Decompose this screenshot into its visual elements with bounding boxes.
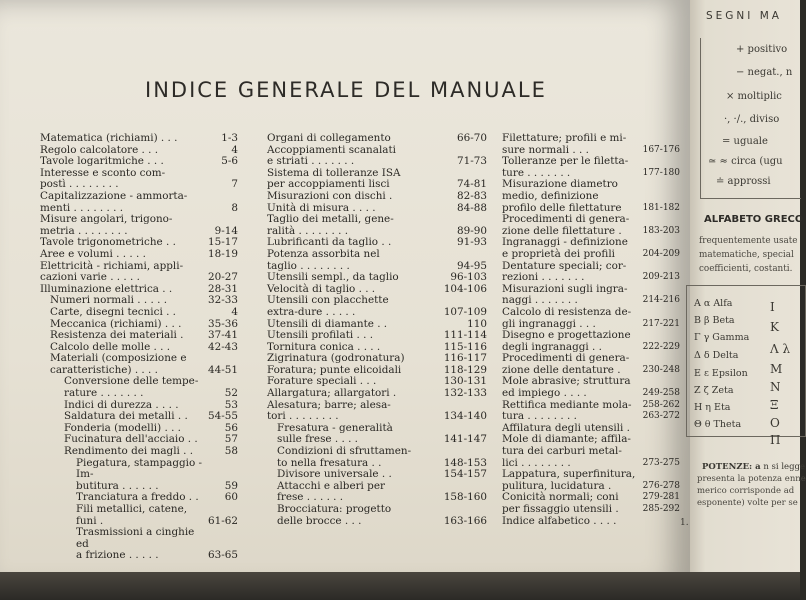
entry-title: Conversione delle tempe- rature . . . . . . . <box>64 375 199 400</box>
symbol-line: ·, ·/., diviso <box>724 114 780 125</box>
greek-letter: Ε ε Epsilon <box>694 368 748 379</box>
index-entry <box>502 353 680 376</box>
entry-pages: 222-229 <box>642 341 680 352</box>
entry-title: Utensili con placchette extra-dure . . . . . <box>267 294 389 318</box>
entry-pages: 204-209 <box>642 248 680 259</box>
entry-title: Indici di durezza . . . . <box>64 398 179 411</box>
entry-pages: 130-131 <box>443 375 487 388</box>
entry-title: Organi di collegamento <box>267 132 391 144</box>
entry-title: Allargatura; allargatori . <box>267 387 397 400</box>
entry-title: Calcolo delle molle . . . <box>50 340 171 353</box>
greek-letter: Θ θ Theta <box>694 419 742 430</box>
index-entry <box>502 156 680 179</box>
table-edge <box>0 572 800 600</box>
entry-title: Rendimento dei magli . . <box>64 445 194 458</box>
entry-pages: 28-31 <box>208 282 238 295</box>
entry-title: Carte, disegni tecnici . . <box>50 305 176 318</box>
entry-title: Zigrinatura (godronatura) <box>267 352 405 365</box>
index-entry <box>502 284 680 307</box>
index-entry <box>267 330 487 342</box>
entry-title: Materiali (composizione e caratteristiche) . . . . <box>50 352 187 376</box>
entry-title: Fonderia (modelli) . . . <box>64 421 181 434</box>
entry-pages: 57 <box>224 433 238 446</box>
entry-pages: 91-93 <box>457 236 487 249</box>
index-entry <box>40 307 238 319</box>
entry-title: Filettature; profili e mi- sure normali . . . <box>502 132 627 156</box>
entry-title: Numeri normali . . . . . <box>50 294 168 307</box>
page-title: INDICE GENERALE DEL MANUALE <box>145 78 547 102</box>
entry-title: Sistema di tolleranze ISA per accoppiamenti lisci <box>267 166 401 191</box>
entry-pages: 276-278 <box>642 480 680 491</box>
entry-title: Foratura; punte elicoidali <box>267 363 402 376</box>
entry-pages: 60 <box>224 491 238 504</box>
entry-title: Condizioni di sfruttamen- to nella fresatura . . <box>277 445 412 469</box>
entry-pages: 141-147 <box>443 433 487 446</box>
symbol-line: − negat., n <box>736 67 793 78</box>
entry-title: Procedimenti di genera- zione delle dentature . <box>502 352 630 376</box>
index-entry <box>502 307 680 330</box>
index-entry <box>267 446 487 469</box>
entry-title: Velocità di taglio . . . <box>267 282 376 295</box>
page-number: 1. <box>680 518 689 528</box>
entry-pages: 214-216 <box>642 295 680 306</box>
symbol-line: × moltiplic <box>726 91 782 102</box>
index-entry <box>267 295 487 318</box>
index-entry <box>40 376 238 399</box>
entry-title: Utensili di diamante . . <box>267 317 388 330</box>
entry-title: Trasmissioni a cinghie ed a frizione . . . . . <box>76 526 195 562</box>
entry-pages: 163-166 <box>443 514 487 527</box>
entry-title: Elettricità - richiami, appli- cazioni varie . . . . . <box>40 259 184 284</box>
entry-pages: 279-281 285-292 <box>642 492 680 514</box>
index-entry <box>267 249 487 272</box>
entry-title: Fucinatura dell'acciaio . . <box>64 433 198 446</box>
alfabeto-greco-heading: ALFABETO GRECO <box>704 214 804 225</box>
alfabeto-note: matematiche, special <box>699 250 794 260</box>
entry-title: Tranciatura a freddo . . <box>76 491 199 504</box>
entry-title: Rettifica mediante mola- tura . . . . . . . . <box>502 398 632 423</box>
index-entry <box>502 400 680 423</box>
entry-pages: 20-27 <box>208 271 238 284</box>
index-entry <box>502 237 680 260</box>
entry-title: Ingranaggi - definizione e proprietà dei profili <box>502 236 628 260</box>
entry-pages: 32-33 <box>208 294 238 307</box>
index-entry <box>502 469 680 492</box>
greek-letter: Π <box>770 433 781 447</box>
entry-pages: 89-90 <box>457 224 487 237</box>
entry-pages: 58 <box>224 445 238 458</box>
index-entry <box>40 504 238 527</box>
index-entry <box>40 133 238 145</box>
entry-pages: 52 <box>224 387 238 400</box>
symbol-line: = uguale <box>722 136 768 147</box>
entry-title: Misurazioni con dischi . <box>267 189 393 202</box>
entry-title: Misurazioni sugli ingra- naggi . . . . . . . <box>502 282 628 307</box>
index-entry <box>267 191 487 203</box>
segni-heading: SEGNI MA <box>706 10 782 22</box>
entry-pages: 9-14 <box>214 224 238 237</box>
entry-pages: 183-203 <box>642 225 680 236</box>
alfabeto-note: frequentemente usate <box>699 236 798 246</box>
index-entry <box>267 388 487 400</box>
entry-pages: 94-95 <box>457 259 487 272</box>
greek-letter: Η η Eta <box>694 402 731 413</box>
entry-pages: 53 <box>224 398 238 411</box>
greek-letter: Λ λ <box>770 342 791 356</box>
entry-pages: 4 <box>231 143 238 156</box>
entry-pages: 71-73 <box>457 155 487 168</box>
entry-pages: 230-248 <box>642 364 680 375</box>
entry-pages: 63-65 <box>208 549 238 562</box>
greek-letter: Κ <box>770 320 779 334</box>
potenze-title: POTENZE: a <box>702 462 761 472</box>
entry-pages: 118-129 <box>443 363 487 376</box>
potenze-heading <box>702 462 805 472</box>
entry-pages: 82-83 <box>457 189 487 202</box>
greek-letter: Ξ <box>770 398 779 412</box>
entry-pages: 8 <box>231 201 238 214</box>
greek-letter: Α α Alfa <box>694 298 733 309</box>
entry-title: Meccanica (richiami) . . . <box>50 317 182 330</box>
entry-pages: 104-106 <box>443 282 487 295</box>
entry-pages: 258-262 263-272 <box>642 399 680 422</box>
entry-pages: 18-19 <box>208 247 238 260</box>
entry-title: Taglio dei metalli, gene- ralità . . . . . . . . <box>267 213 394 237</box>
entry-pages: 273-275 <box>642 457 680 468</box>
potenze-line: merico corrisponde ad <box>697 486 795 496</box>
index-column-1 <box>40 133 238 562</box>
entry-title: Affilatura degli utensili . <box>502 421 630 434</box>
index-entry <box>40 353 238 376</box>
entry-pages: 110 <box>467 317 487 330</box>
entry-title: Regolo calcolatore . . . <box>40 143 159 156</box>
entry-title: Dentature speciali; cor- rezioni . . . . . . . <box>502 259 627 284</box>
entry-title: Calcolo di resistenza de- gli ingranaggi . . . <box>502 305 632 330</box>
entry-title: Conicità normali; coni per fissaggio utensili . <box>502 491 619 515</box>
entry-pages: 158-160 <box>443 491 487 504</box>
entry-title: Forature speciali . . . <box>267 375 377 388</box>
greek-letter: Ν <box>770 380 781 394</box>
greek-letter: Γ γ Gamma <box>694 332 750 343</box>
entry-pages: 209-213 <box>642 272 680 283</box>
entry-pages: 111-114 <box>443 329 487 342</box>
entry-title: Mole abrasive; struttura ed impiego . . . . <box>502 375 631 400</box>
entry-title: Disegno e progettazione degli ingranaggi . . <box>502 329 631 353</box>
entry-title: Illuminazione elettrica . . <box>40 282 173 295</box>
potenze-line: esponente) volte per se <box>697 498 798 508</box>
index-column-3 <box>502 133 680 527</box>
index-entry <box>502 179 680 214</box>
entry-title: Utensili profilati . . . <box>267 329 374 342</box>
entry-title: Divisore universale . . <box>277 468 392 481</box>
entry-title: Misure angolari, trigono- metria . . . . . . . . <box>40 213 173 237</box>
entry-pages: 84-88 <box>457 201 487 214</box>
greek-letter: Ο <box>770 416 780 430</box>
entry-title: Saldatura dei metalli . . <box>64 410 188 423</box>
entry-pages: 74-81 <box>457 178 487 191</box>
entry-title: Potenza assorbita nel taglio . . . . . . . . <box>267 247 380 272</box>
index-entry <box>40 458 238 493</box>
entry-pages: 148-153 <box>443 456 487 469</box>
entry-pages: 4 <box>231 305 238 318</box>
index-entry <box>502 133 680 156</box>
entry-title: Aree e volumi . . . . . <box>40 247 146 260</box>
entry-title: Alesatura; barre; alesa- tori . . . . . . . . <box>267 398 391 423</box>
entry-pages: 59 <box>224 479 238 492</box>
index-entry <box>40 527 238 562</box>
entry-title: Utensili sempl., da taglio <box>267 271 399 284</box>
potenze-line: presenta la potenza enne <box>697 474 806 484</box>
entry-title: Accoppiamenti scanalati e striati . . . . . . . <box>267 143 396 168</box>
index-entry <box>502 434 680 469</box>
entry-title: Indice alfabetico . . . . <box>502 514 617 527</box>
index-entry <box>40 214 238 237</box>
potenze-text: n si legge <box>763 462 805 472</box>
entry-pages: 37-41 <box>208 329 238 342</box>
index-entry <box>267 272 487 284</box>
entry-title: Resistenza dei materiali . <box>50 329 184 342</box>
index-entry <box>502 330 680 353</box>
entry-title: Tolleranze per le filetta- ture . . . . . . . <box>502 155 629 179</box>
index-entry <box>267 214 487 237</box>
entry-title: Procedimenti di genera- zione delle filettature . <box>502 213 630 237</box>
entry-title: Misurazione diametro medio, definizione profilo delle filettature <box>502 178 622 214</box>
index-entry <box>267 423 487 446</box>
index-column-2 <box>267 133 487 527</box>
entry-pages: 96-103 <box>450 271 487 284</box>
entry-pages: 181-182 <box>642 202 680 213</box>
entry-title: Tavole trigonometriche . . <box>40 236 176 249</box>
entry-pages: 177-180 <box>642 167 680 178</box>
index-entry <box>267 133 487 145</box>
greek-letter: Ζ ζ Zeta <box>694 385 734 396</box>
entry-title: Brocciatura: progetto delle brocce . . . <box>277 503 392 527</box>
entry-title: Mole di diamante; affila- tura dei carburi metal- lici . . . . . . . . <box>502 433 631 469</box>
entry-pages: 44-51 <box>208 363 238 376</box>
greek-letter: Δ δ Delta <box>694 350 739 361</box>
entry-pages: 56 <box>224 421 238 434</box>
index-entry <box>40 168 238 191</box>
index-entry <box>267 168 487 191</box>
entry-pages: 5-6 <box>221 155 238 168</box>
index-entry <box>267 400 487 423</box>
index-entry <box>502 214 680 237</box>
entry-title: Capitalizzazione - ammorta- menti . . . . . . . . <box>40 189 188 214</box>
entry-title: Unità di misura . . . . <box>267 201 376 214</box>
entry-pages: 132-133 <box>443 387 487 400</box>
entry-pages: 154-157 <box>443 468 487 481</box>
entry-pages: 107-109 <box>443 305 487 318</box>
index-entry <box>40 249 238 261</box>
alfabeto-note: coefficienti, costanti. <box>699 264 793 274</box>
entry-pages: 61-62 <box>208 514 238 527</box>
entry-pages: 66-70 <box>457 132 487 144</box>
greek-letter: Μ <box>770 362 783 376</box>
symbol-line: + positivo <box>736 44 788 55</box>
entry-title: Fresatura - generalità sulle frese . . . . <box>277 421 393 446</box>
index-entry <box>40 446 238 458</box>
entry-pages: 167-176 <box>642 144 680 155</box>
entry-pages: 54-55 <box>208 410 238 423</box>
index-entry <box>40 330 238 342</box>
entry-pages: 7 <box>231 178 238 191</box>
index-entry <box>502 516 680 528</box>
index-entry <box>40 261 238 284</box>
entry-pages: 42-43 <box>208 340 238 353</box>
index-entry <box>502 492 680 515</box>
entry-pages: 115-116 <box>443 340 487 353</box>
index-entry <box>502 376 680 399</box>
entry-pages: 217-221 <box>642 318 680 329</box>
entry-pages: 134-140 <box>443 410 487 423</box>
index-entry <box>267 145 487 168</box>
index-entry <box>40 191 238 214</box>
entry-title: Fili metallici, catene, funi . <box>76 503 188 527</box>
symbol-line: ≐ approssi <box>716 176 771 187</box>
entry-pages: 15-17 <box>208 236 238 249</box>
entry-title: Tavole logaritmiche . . . <box>40 155 164 168</box>
entry-pages: 1-3 <box>221 132 238 144</box>
symbol-line: ≃ ≈ circa (ugu <box>708 156 783 167</box>
index-entry <box>267 504 487 527</box>
entry-title: Interesse e sconto com- postì . . . . . . . . <box>40 166 166 191</box>
entry-title: Lubrificanti da taglio . . <box>267 236 392 249</box>
entry-title: Matematica (richiami) . . . <box>40 132 178 144</box>
entry-title: Tornitura conica . . . . <box>267 340 381 353</box>
entry-pages: 116-117 <box>443 352 487 365</box>
entry-title: Piegatura, stampaggio - Im- butitura . . . . . . <box>76 456 203 492</box>
entry-title: Lappatura, superfinitura, pulitura, lucidatura . <box>502 468 636 492</box>
greek-letter: Ι <box>770 300 775 314</box>
entry-title: Attacchi e alberi per frese . . . . . . <box>277 479 385 504</box>
entry-pages: 249-258 <box>642 388 680 399</box>
index-entry <box>267 481 487 504</box>
entry-pages: 35-36 <box>208 317 238 330</box>
index-entry <box>502 261 680 284</box>
greek-letter: Β β Beta <box>694 315 735 326</box>
